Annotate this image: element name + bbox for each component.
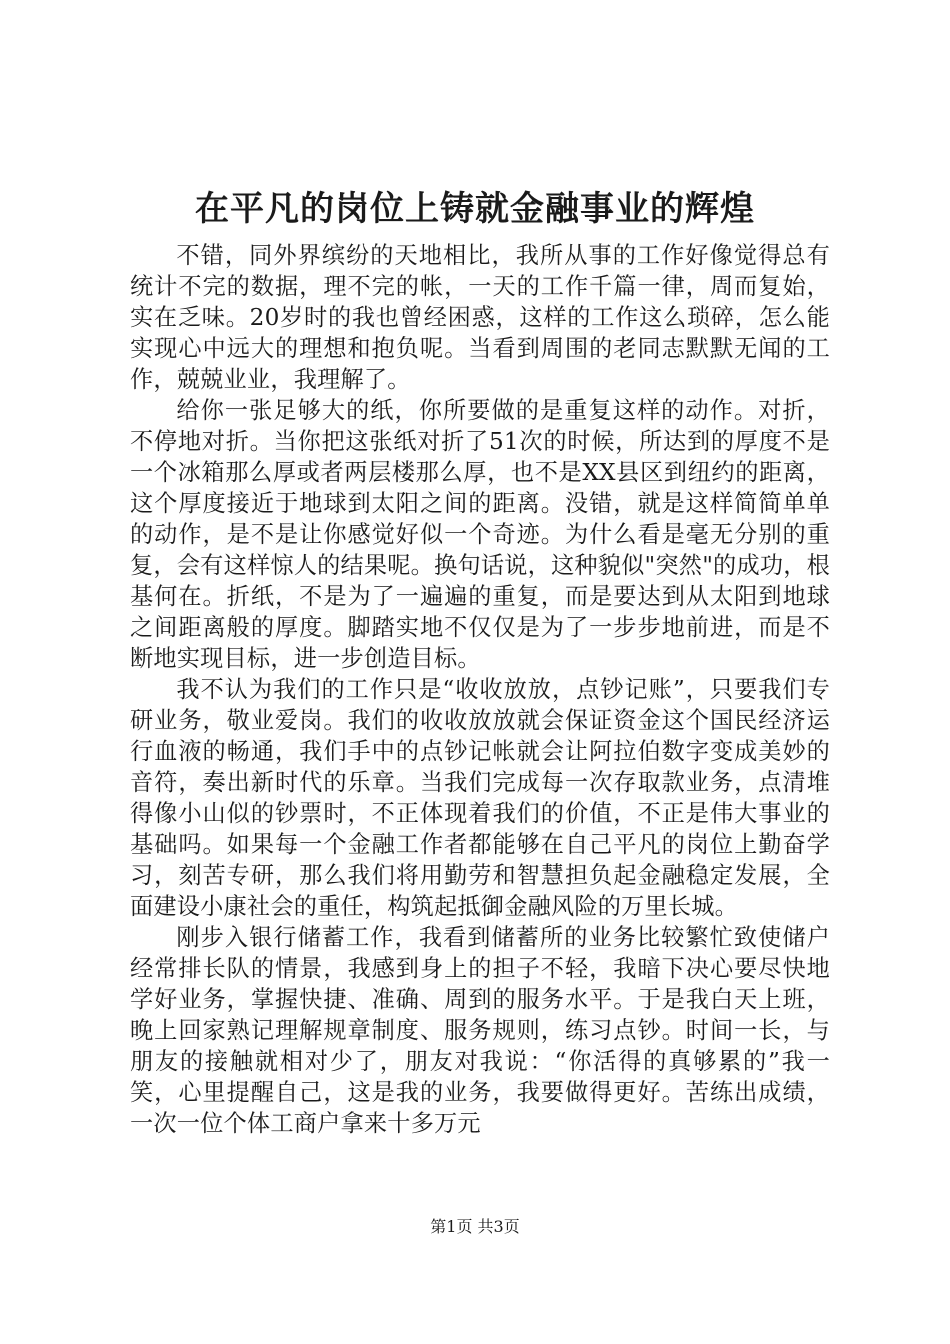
paragraph-4: 刚步入银行储蓄工作，我看到储蓄所的业务比较繁忙致使储户经常排长队的情景，我感到身上的担子不轻，我暗下决心要尽快地学好业务，掌握快捷、准确、周到的服务水平。于是我白天上班，晚上回家熟记理解规章制度、服务规则，练习点钞。时间一长，与朋友的接触就相对少了，朋友对我说：“你活得的真够累的”我一笑，心里提醒自己，这是我的业务，我要做得更好。苦练出成绩，一次一位个体工商户拿来十多万元	[130, 924, 830, 1137]
document-title: 在平凡的岗位上铸就金融事业的辉煌	[195, 189, 755, 229]
document-body	[130, 240, 830, 1139]
paragraph-2: 给你一张足够大的纸，你所要做的是重复这样的动作。对折，不停地对折。当你把这张纸对折了51次的时候，所达到的厚度不是一个冰箱那么厚或者两层楼那么厚，也不是XX县区到纽约的距离，这个厚度接近于地球到太阳之间的距离。没错，就是这样简简单单的动作，是不是让你感觉好似一个奇迹。为什么看是毫无分别的重复，会有这样惊人的结果呢。换句话说，这种貌似"突然"的成功，根基何在。折纸，不是为了一遍遍的重复，而是要达到从太阳到地球之间距离般的厚度。脚踏实地不仅仅是为了一步步地前进，而是不断地实现目标，进一步创造目标。	[130, 397, 830, 672]
page-number-footer: 第1页 共3页	[430, 1217, 520, 1236]
paragraph-3: 我不认为我们的工作只是“收收放放，点钞记账”，只要我们专研业务，敬业爱岗。我们的收收放放就会保证资金这个国民经济运行血液的畅通，我们手中的点钞记帐就会让阿拉伯数字变成美妙的音符，奏出新时代的乐章。当我们完成每一次存取款业务，点清堆得像小山似的钞票时，不正体现着我们的价值，不正是伟大事业的基础吗。如果每一个金融工作者都能够在自己平凡的岗位上勤奋学习，刻苦专研，那么我们将用勤劳和智慧担负起金融稳定发展，全面建设小康社会的重任，构筑起抵御金融风险的万里长城。	[130, 676, 830, 920]
paragraph-1: 不错，同外界缤纷的天地相比，我所从事的工作好像觉得总有统计不完的数据，理不完的帐，一天的工作千篇一律，周而复始，实在乏味。20岁时的我也曾经困惑，这样的工作这么琐碎，怎么能实现心中远大的理想和抱负呢。当看到周围的老同志默默无闻的工作，兢兢业业，我理解了。	[130, 242, 830, 393]
